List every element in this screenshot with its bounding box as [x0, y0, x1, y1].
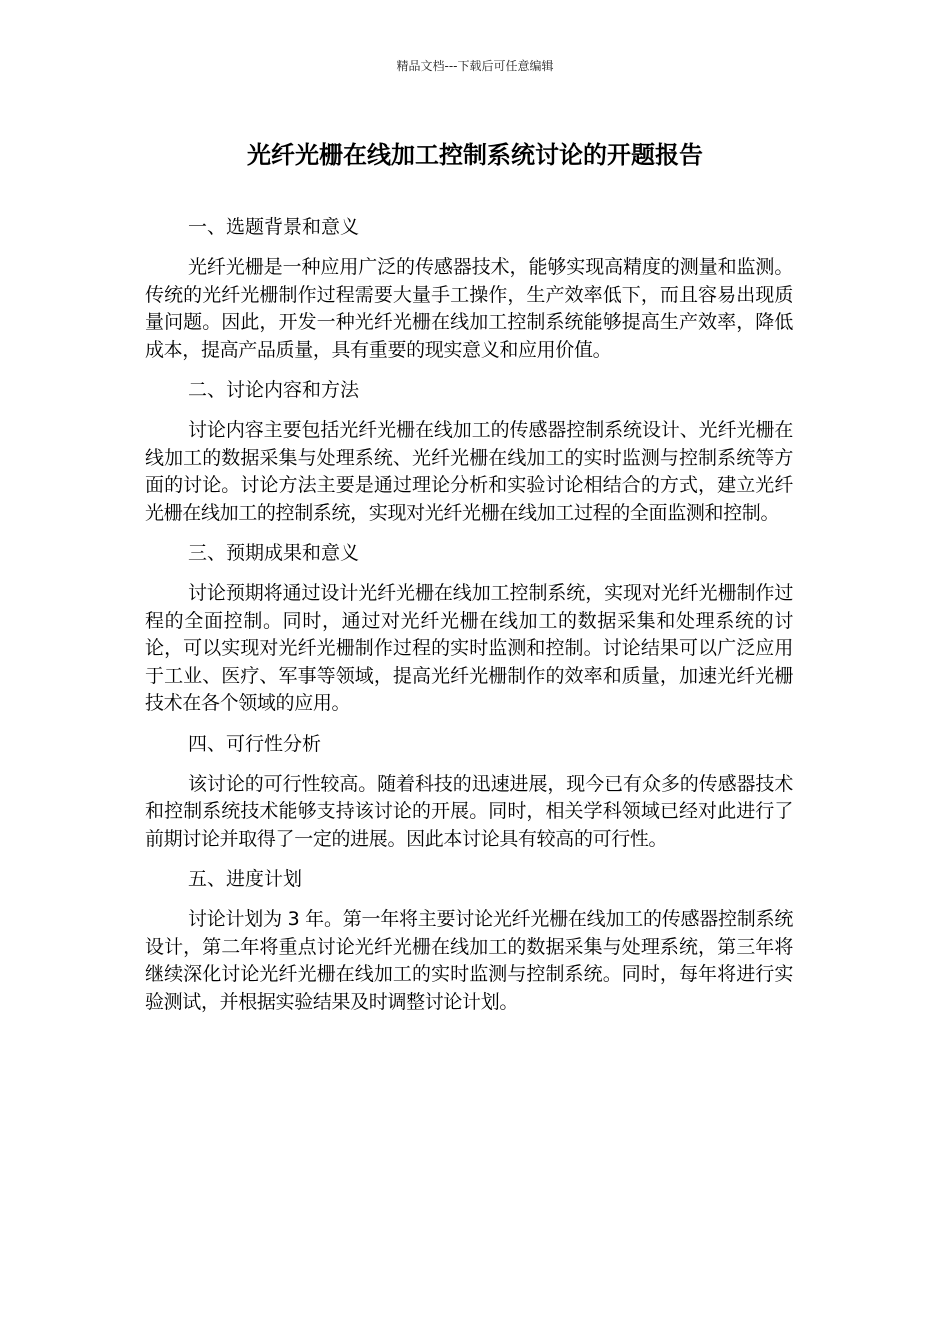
section-heading: 四、可行性分析 [188, 732, 322, 755]
section-paragraph: 讨论预期将通过设计光纤光栅在线加工控制系统，实现对光纤光栅制作过程的全面控制。同时，通过对光纤光栅在线加工的数据采集和处理系统的讨论，可以实现对光纤光栅制作过程的实时监测和控制。讨论结果可以广泛应用于工业、医疗、军事等领域，提高光纤光栅制作的效率和质量，加速光纤光栅技术在各个领域的应用。 [145, 582, 793, 714]
document-title: 光纤光栅在线加工控制系统讨论的开题报告 [247, 141, 703, 169]
section-feasibility [145, 730, 793, 854]
document-body [145, 213, 793, 1028]
section-heading: 三、预期成果和意义 [188, 542, 360, 564]
section-heading: 二、讨论内容和方法 [188, 379, 360, 401]
header-watermark: 精品文档---下载后可任意编辑 [396, 59, 554, 73]
section-paragraph: 光纤光栅是一种应用广泛的传感器技术，能够实现高精度的测量和监测。传统的光纤光栅制作过程需要大量手工操作，生产效率低下，而且容易出现质量问题。因此，开发一种光纤光栅在线加工控制系统能够提高生产效率，降低成本，提高产品质量，具有重要的现实意义和应用价值。 [145, 256, 793, 361]
section-paragraph: 讨论内容主要包括光纤光栅在线加工的传感器控制系统设计、光纤光栅在线加工的数据采集与处理系统、光纤光栅在线加工的实时监测与控制系统等方面的讨论。讨论方法主要是通过理论分析和实验讨论相结合的方式，建立光纤光栅在线加工的控制系统，实现对光纤光栅在线加工过程的全面监测和控制。 [145, 419, 793, 524]
section-background [145, 213, 793, 364]
section-heading: 一、选题背景和意义 [188, 216, 360, 238]
section-schedule [145, 865, 793, 1016]
section-heading: 五、进度计划 [188, 868, 303, 890]
section-paragraph: 讨论计划为 3 年。第一年将主要讨论光纤光栅在线加工的传感器控制系统设计，第二年将重点讨论光纤光栅在线加工的数据采集与处理系统，第三年将继续深化讨论光纤光栅在线加工的实时监测与控制系统。同时，每年将进行实验测试，并根据实验结果及时调整讨论计划。 [145, 908, 793, 1013]
section-expected-results [145, 539, 793, 718]
section-paragraph: 该讨论的可行性较高。随着科技的迅速进展，现今已有众多的传感器技术和控制系统技术能够支持该讨论的开展。同时，相关学科领域已经对此进行了前期讨论并取得了一定的进展。因此本讨论具有较高的可行性。 [145, 772, 793, 850]
section-content-methods [145, 376, 793, 527]
